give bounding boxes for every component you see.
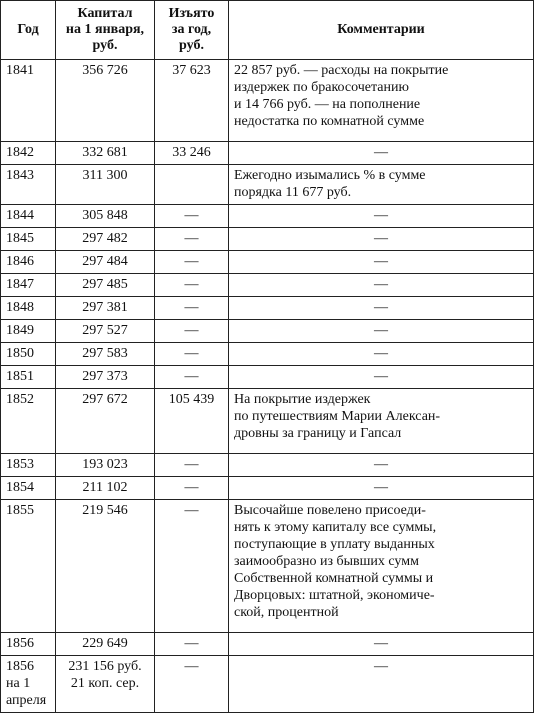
table-row — [1, 366, 534, 389]
cell-year: 1849 — [1, 320, 56, 343]
cell-withdrawn: — — [155, 366, 229, 389]
cell-withdrawn: — — [155, 297, 229, 320]
cell-withdrawn: — — [155, 500, 229, 633]
cell-year: 1845 — [1, 228, 56, 251]
cell-year: 1851 — [1, 366, 56, 389]
cell-year: 1842 — [1, 142, 56, 165]
cell-capital: 356 726 — [56, 60, 155, 142]
cell-year: 1846 — [1, 251, 56, 274]
cell-comment: — — [229, 366, 534, 389]
table-row — [1, 205, 534, 228]
table-row — [1, 297, 534, 320]
table-row — [1, 274, 534, 297]
table-row — [1, 165, 534, 205]
table-row — [1, 343, 534, 366]
cell-comment: Высочайше повелено присоеди- нять к этому капиталу все суммы, поступающие в уплату выданных заимообразно из бывших сумм Собственной комнатной суммы и Дворцовых: штатной, экономиче- ской, процентной — [229, 500, 534, 633]
cell-year: 1854 — [1, 477, 56, 500]
cell-comment: На покрытие издержек по путешествиям Марии Алексан- дровны за границу и Гапсал — [229, 389, 534, 454]
table-row — [1, 633, 534, 656]
cell-withdrawn: — — [155, 633, 229, 656]
cell-capital: 297 482 — [56, 228, 155, 251]
table-row — [1, 477, 534, 500]
cell-withdrawn: — — [155, 454, 229, 477]
cell-comment: — — [229, 251, 534, 274]
cell-year: 1855 — [1, 500, 56, 633]
cell-withdrawn: — — [155, 274, 229, 297]
table-row — [1, 389, 534, 454]
cell-capital: 297 672 — [56, 389, 155, 454]
cell-capital: 297 485 — [56, 274, 155, 297]
cell-capital: 297 527 — [56, 320, 155, 343]
cell-year: 1853 — [1, 454, 56, 477]
cell-comment: — — [229, 343, 534, 366]
cell-capital: 231 156 руб. 21 коп. сер. — [56, 656, 155, 713]
cell-comment: — — [229, 633, 534, 656]
cell-capital: 229 649 — [56, 633, 155, 656]
cell-year: 1844 — [1, 205, 56, 228]
cell-withdrawn: 105 439 — [155, 389, 229, 454]
cell-withdrawn: — — [155, 320, 229, 343]
header-row — [1, 1, 534, 60]
cell-capital: 297 373 — [56, 366, 155, 389]
header-capital: Капитал на 1 января, руб. — [56, 1, 155, 60]
cell-comment: — — [229, 228, 534, 251]
cell-withdrawn: — — [155, 343, 229, 366]
cell-comment: — — [229, 454, 534, 477]
cell-capital: 305 848 — [56, 205, 155, 228]
cell-capital: 193 023 — [56, 454, 155, 477]
cell-withdrawn: — — [155, 477, 229, 500]
cell-comment: — — [229, 205, 534, 228]
cell-comment: — — [229, 656, 534, 713]
cell-withdrawn: 37 623 — [155, 60, 229, 142]
cell-capital: 297 583 — [56, 343, 155, 366]
cell-comment: 22 857 руб. — расходы на покрытие издержек по бракосочетанию и 14 766 руб. — на пополнение недостатка по комнатной сумме — [229, 60, 534, 142]
cell-capital: 211 102 — [56, 477, 155, 500]
cell-comment: — — [229, 320, 534, 343]
cell-comment: — — [229, 142, 534, 165]
cell-year: 1848 — [1, 297, 56, 320]
cell-comment: — — [229, 274, 534, 297]
header-comments: Комментарии — [229, 1, 534, 60]
cell-year: 1850 — [1, 343, 56, 366]
cell-withdrawn: — — [155, 228, 229, 251]
table-row — [1, 251, 534, 274]
cell-year: 1856 — [1, 633, 56, 656]
table-row — [1, 320, 534, 343]
table-row — [1, 656, 534, 713]
cell-withdrawn: — — [155, 205, 229, 228]
cell-capital: 219 546 — [56, 500, 155, 633]
cell-year: 1852 — [1, 389, 56, 454]
cell-comment: — — [229, 297, 534, 320]
header-year: Год — [1, 1, 56, 60]
cell-capital: 311 300 — [56, 165, 155, 205]
cell-withdrawn: 33 246 — [155, 142, 229, 165]
cell-year: 1856 на 1 апреля — [1, 656, 56, 713]
cell-withdrawn — [155, 165, 229, 205]
cell-withdrawn: — — [155, 656, 229, 713]
table-row — [1, 454, 534, 477]
cell-capital: 297 381 — [56, 297, 155, 320]
cell-comment: Ежегодно изымались % в сумме порядка 11 677 руб. — [229, 165, 534, 205]
table-row — [1, 500, 534, 633]
table-row — [1, 228, 534, 251]
cell-year: 1841 — [1, 60, 56, 142]
cell-capital: 332 681 — [56, 142, 155, 165]
cell-capital: 297 484 — [56, 251, 155, 274]
cell-year: 1843 — [1, 165, 56, 205]
table-row — [1, 142, 534, 165]
cell-withdrawn: — — [155, 251, 229, 274]
header-withdrawn: Изъято за год, руб. — [155, 1, 229, 60]
cell-year: 1847 — [1, 274, 56, 297]
cell-comment: — — [229, 477, 534, 500]
table-row — [1, 60, 534, 142]
